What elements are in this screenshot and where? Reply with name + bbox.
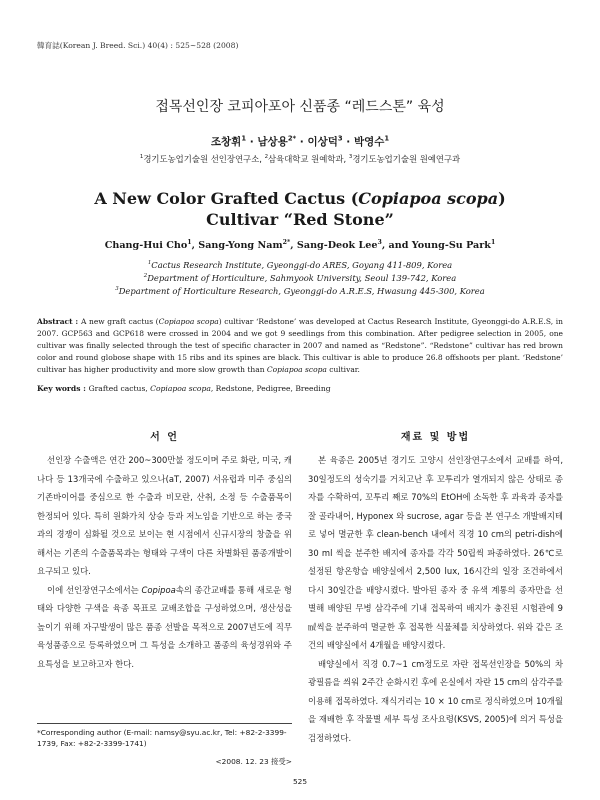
abstract-text: cultivar. (326, 365, 360, 374)
abstract-species: Copiapoa scopa (266, 365, 327, 374)
affil-en-text: Department of Horticulture, Sahmyook University, Seoul 139-742, Korea (147, 273, 457, 283)
keywords-species: Copiapoa scopa (150, 384, 211, 393)
author-en-4-sup: 1 (490, 238, 496, 246)
keywords-text: Grafted cactus, (88, 384, 151, 393)
keywords-label: Key words : (37, 384, 89, 393)
affil-en-line (0, 272, 600, 285)
author-en-3: Sang-Deok Lee (296, 240, 378, 251)
author-en-4: Young-Su Park (411, 240, 491, 251)
footnote-divider (37, 723, 292, 724)
author-kr-1: 조창휘 (210, 136, 242, 148)
affil-kr-num-1: 1 (139, 154, 144, 161)
author-en-sep: , (290, 240, 297, 251)
affil-en-num: 2 (143, 273, 148, 280)
intro-body (37, 451, 292, 673)
author-sep: · (296, 136, 308, 148)
author-en-and: , and (381, 240, 412, 251)
author-kr-2-sup: 2* (287, 134, 297, 143)
title-en-pre: A New Color Grafted Cactus ( (94, 189, 359, 208)
intro-p2-text: 이에 선인장연구소에서는 (47, 584, 142, 595)
keywords (37, 384, 563, 393)
abstract-label: Abstract : (37, 317, 81, 326)
author-kr-4: 박영수 (353, 136, 385, 148)
intro-paragraph-2 (37, 581, 292, 674)
title-korean: 접목선인장 코피아포아 신품종 “레드스톤” 육성 (155, 99, 445, 115)
title-en-post: ) (498, 189, 506, 208)
author-en-1: Chang-Hui Cho (104, 240, 188, 251)
affil-kr-1: 경기도농업기술원 선인장연구소, (143, 154, 265, 164)
abstract-species: Copiapoa scopa (158, 317, 219, 326)
author-kr-3: 이상덕 (307, 136, 338, 148)
author-en-2-sup: 2* (282, 238, 291, 246)
affil-kr-num-3: 3 (348, 154, 353, 161)
affiliations-english (0, 259, 600, 298)
affil-en-line (0, 259, 600, 272)
author-en-sep: , (191, 240, 199, 251)
received-date: <2008. 12. 23 接受> (215, 757, 292, 766)
intro-p2-text: 속의 종간교배를 통해 새로운 형태와 다양한 구색을 육종 목표로 교배조합을 구성하였으며, 생산성을 높이기 위해 자구발생이 많은 품종 선발을 목적으로 2007년도에 직무육성품종으로 등록하였으며 그 특성을 소개하고 품종의 육성경위와 주요특성을 보고하고자 한다. (37, 584, 292, 669)
title-english (0, 188, 600, 230)
authors-english (0, 240, 600, 251)
affil-en-line (0, 285, 600, 298)
corresponding-author-footnote: *Corresponding author (E-mail: namsy@syu.ac.kr, Tel: +82-2-3399- 1739, Fax: +82-2-3399-1741) (37, 728, 287, 748)
intro-heading: 서 언 (150, 432, 179, 443)
methods-heading: 재료 및 방법 (400, 432, 471, 443)
title-en-line-2: Cultivar “Red Stone” (206, 210, 394, 229)
page-number: 525 (292, 777, 308, 786)
keywords-text: , Redstone, Pedigree, Breeding (210, 384, 331, 393)
affil-en-num: 1 (147, 260, 152, 267)
affil-en-num: 3 (115, 286, 119, 293)
intro-p2-genus: Copipoa (141, 584, 176, 595)
author-kr-2: 남상용 (257, 136, 288, 148)
author-kr-1-sup: 1 (241, 134, 247, 143)
author-en-3-sup: 3 (377, 238, 382, 246)
abstract-text: A new graft cactus ( (81, 317, 159, 326)
affil-kr-num-2: 2 (264, 154, 269, 161)
affil-en-text: Cactus Research Institute, Gyeonggi-do ARES, Goyang 411-809, Korea (151, 260, 453, 270)
journal-header: 韓育誌(Korean J. Breed. Sci.) 40(4) : 525~528 (2008) (37, 41, 239, 50)
title-en-line-1 (0, 188, 600, 209)
methods-body (308, 451, 563, 747)
abstract (37, 316, 563, 376)
affil-kr-2: 삼육대학교 원예학과, (268, 154, 349, 164)
author-kr-4-sup: 1 (384, 134, 390, 143)
author-en-2: Sang-Yong Nam (198, 240, 283, 251)
author-kr-3-sup: 3 (337, 134, 343, 143)
authors-korean (0, 134, 600, 149)
author-en-1-sup: 1 (187, 238, 192, 246)
methods-paragraph-1: 본 육종은 2005년 경기도 고양시 선인장연구소에서 교배를 하여, 30일정도의 성숙기를 거치고난 후 꼬투리가 열개되지 않은 상태로 종자를 수확하여, 꼬투리 째로 70%의 EtOH에 소독한 후 과육과 종자를 잘 골라내어, Hyponex 와 sucrose, agar 등을 본 연구소 개발배지테로 넣어 멸균한 후 clean-bench 내에서 직경 10 cm의 petri-dish에 30 ml 씩을 분주한 배지에 종자를 각각 50립씩 파종하였다. 26℃로 설정된 항온항습 배양실에서 2,500 lux, 16시간의 일장 조건하에서 다시 30일간을 배양시켰다. 발아된 종자 중 유색 계통의 종자만을 선별해 배양된 무병 삼각주에 기내 접목하여 배지가 충진된 시험관에 9㎖씩을 분주하여 멸균한 후 접목한 식물체를 치상하였다. 위와 같은 조건의 배양실에서 4개월을 배양시켰다. (308, 455, 563, 650)
affil-kr-3: 경기도농업기술원 원예연구과 (352, 154, 461, 164)
intro-paragraph-1: 선인장 수출액은 연간 200~300만불 정도이며 주로 화란, 미국, 캐나다 등 13개국에 수출하고 있으나(aT, 2007) 서유럽과 미주 중심의 기존바이어를 중심으로 한 수출과 비모란, 산취, 소정 등 수출품목이 한정되어 있다. 특히 원화가치 상승 등과 저노임을 기반으로 하는 중국과의 경쟁이 심화될 것으로 보이는 현 시점에서 신규시장의 창출을 위해서는 기존의 수출품목과는 형태와 구색이 다른 차별화된 품종개발이 요구되고 있다. (37, 455, 292, 576)
title-en-species: Copiapoa scopa (358, 189, 499, 208)
author-sep: · (246, 136, 258, 148)
affiliations-korean (0, 153, 600, 165)
methods-paragraph-2: 배양실에서 직경 0.7~1 cm정도로 자란 접목선인장을 50%의 차광필름을 씌워 2주간 순화시킨 후에 온실에서 자란 15 cm의 삼각주를 이용해 접목하였다. 재식거리는 10 × 10 cm로 정식하였으며 10개월을 재배한 후 작물별 세부 특성 조사요령(KSVS, 2005)에 의거 특성을 검정하였다. (308, 658, 563, 743)
author-sep: · (342, 136, 354, 148)
abstract-text: ) cultivar ‘Redstone’ was developed at Cactus Research Institute, Gyeonggi-do A.R.E.S, in 2007. GCP563 and GCP618 were crossed in 2004 and we got 9 seedlings from this combination. After pedigree selection in 2005, one cultivar was finally selected through the test of specific character in 2007 and named as “Redstone”. “Redstone” cultivar has red brown color and round globose shape with 15 ribs and its spines are black. This cultivar is able to produce 26.8 offshoots per plant. ‘Redstone’ cultivar has higher productivity and more slow growth than (37, 317, 563, 374)
affil-en-text: Department of Horticulture Research, Gyeonggi-do A.R.E.S, Hwasung 445-300, Korea (118, 286, 485, 296)
